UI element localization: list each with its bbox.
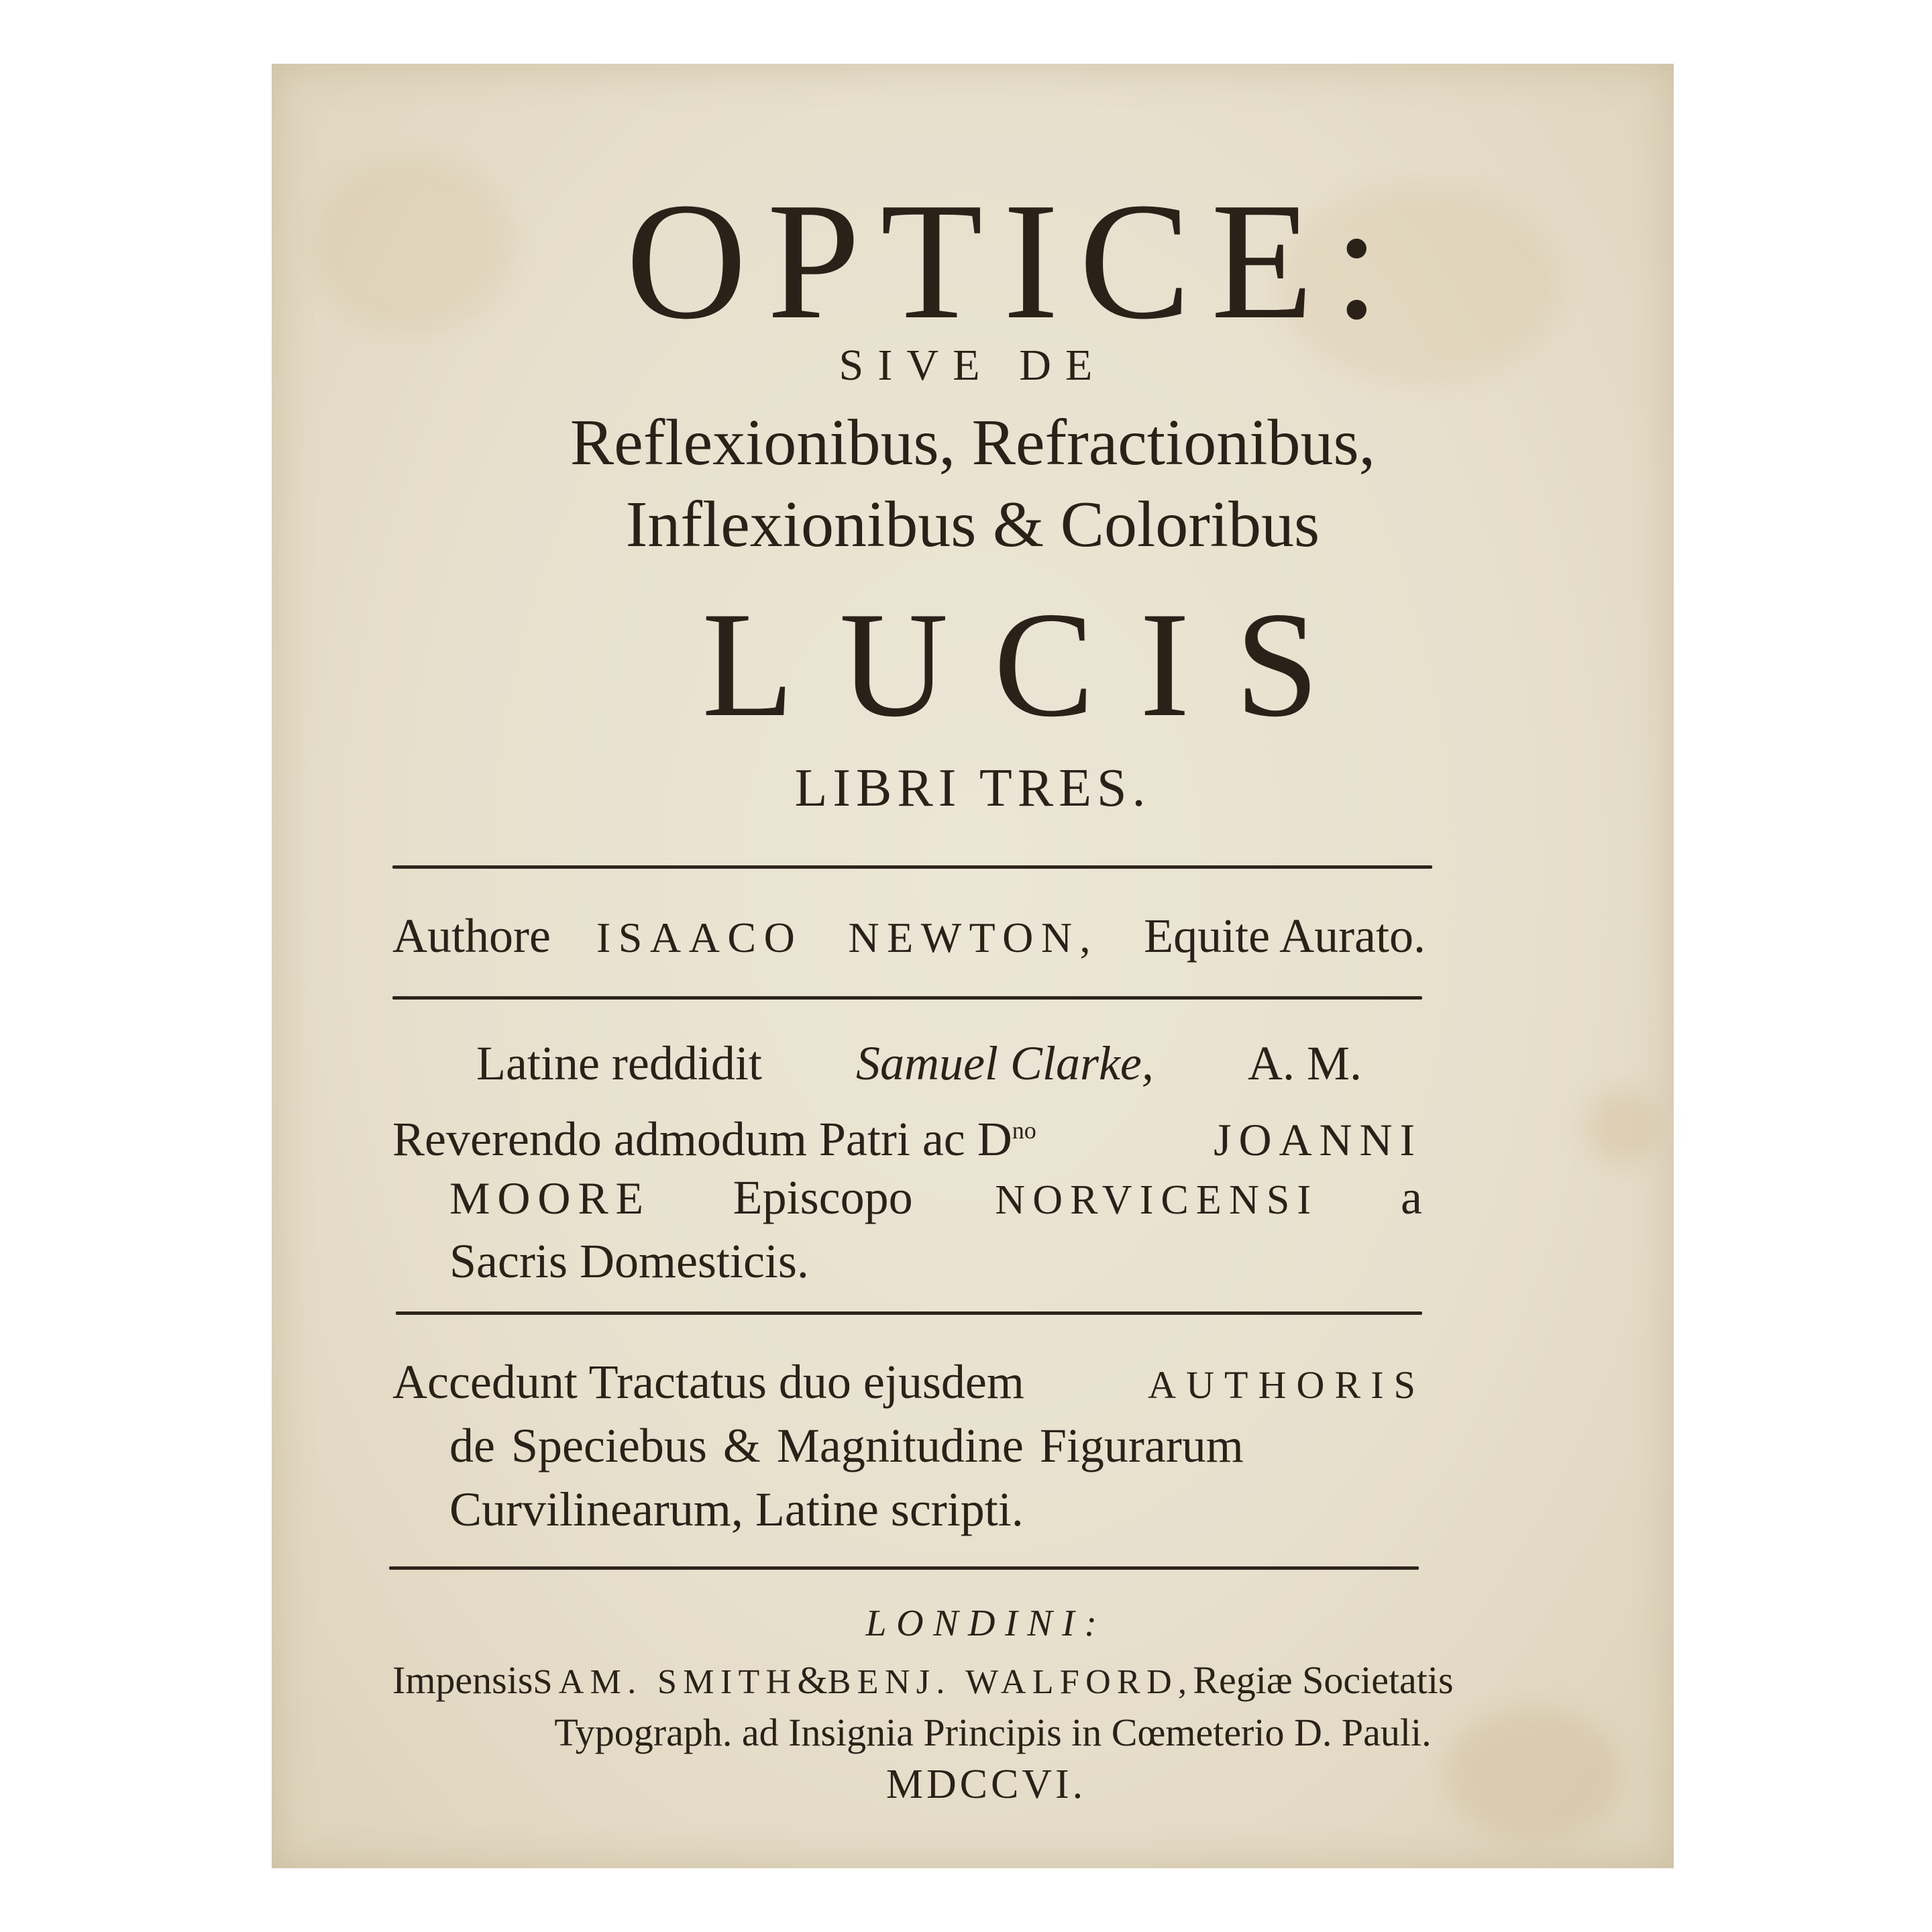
tracts-text: Accedunt Tractatus duo ejusdem xyxy=(392,1355,1024,1409)
dedication-superscript: no xyxy=(1012,1117,1036,1144)
subtitle-line-2: Inflexionibus & Coloribus xyxy=(625,488,1320,561)
horizontal-rule xyxy=(392,996,1422,1000)
printer-walford: BENJ. WALFORD, xyxy=(827,1663,1193,1701)
ampersand: & xyxy=(797,1658,828,1702)
translator-text: Latine reddidit xyxy=(476,1036,762,1090)
libri-tres: LIBRI TRES. xyxy=(794,759,1151,818)
horizontal-rule xyxy=(396,1311,1422,1315)
tracts-line-3: Curvilinearum, Latine scripti. xyxy=(449,1483,1024,1536)
tracts-line-2: de Speciebus & Magnitudine Figurarum xyxy=(449,1419,1244,1472)
author-last-name: NEWTON, xyxy=(848,914,1099,961)
dedicatee-first: JOANNI xyxy=(1214,1114,1422,1165)
authoris-text: AUTHORIS xyxy=(1148,1363,1426,1407)
imprint-line-1 xyxy=(392,1654,1454,1709)
subtitle-line-1: Reflexionibus, Refractionibus, xyxy=(570,407,1376,479)
impensis-text: Impensis xyxy=(392,1658,533,1702)
episcopo-text: Episcopo xyxy=(733,1171,913,1224)
imprint-year: MDCCVI. xyxy=(885,1762,1087,1807)
imprint-line-2: Typograph. ad Insignia Principis in Cœmeterio D. Pauli. xyxy=(554,1711,1432,1754)
main-title: OPTICE: xyxy=(625,168,1401,354)
horizontal-rule xyxy=(389,1566,1419,1570)
author-first-name: ISAACO xyxy=(596,914,803,961)
regiae-text: Regiæ Societatis xyxy=(1193,1658,1454,1702)
horizontal-rule xyxy=(392,865,1432,869)
author-suffix: Equite Aurato. xyxy=(1144,909,1426,963)
dedicatee-last: MOORE xyxy=(449,1173,651,1224)
dedication-prefix: Reverendo admodum Patri ac D xyxy=(392,1112,1012,1166)
author-prefix: Authore xyxy=(392,909,551,963)
title-page xyxy=(272,64,1674,1868)
translator-degree: A. M. xyxy=(1247,1036,1362,1090)
a-text: a xyxy=(1401,1171,1422,1224)
imprint-city: LONDINI: xyxy=(865,1603,1107,1644)
translator-line-4: Sacris Domesticis. xyxy=(449,1234,809,1288)
norvicensi-text: NORVICENSI xyxy=(995,1177,1319,1223)
translator-line-1 xyxy=(476,1026,1362,1100)
subtitle-sive-de: SIVE DE xyxy=(839,341,1107,390)
printer-smith: SAM. SMITH xyxy=(533,1663,798,1701)
translator-name: Samuel Clarke, xyxy=(855,1036,1154,1090)
foxing-stain xyxy=(1587,1090,1660,1164)
author-line xyxy=(392,899,1426,975)
lucis-title: LUCIS xyxy=(702,580,1364,748)
